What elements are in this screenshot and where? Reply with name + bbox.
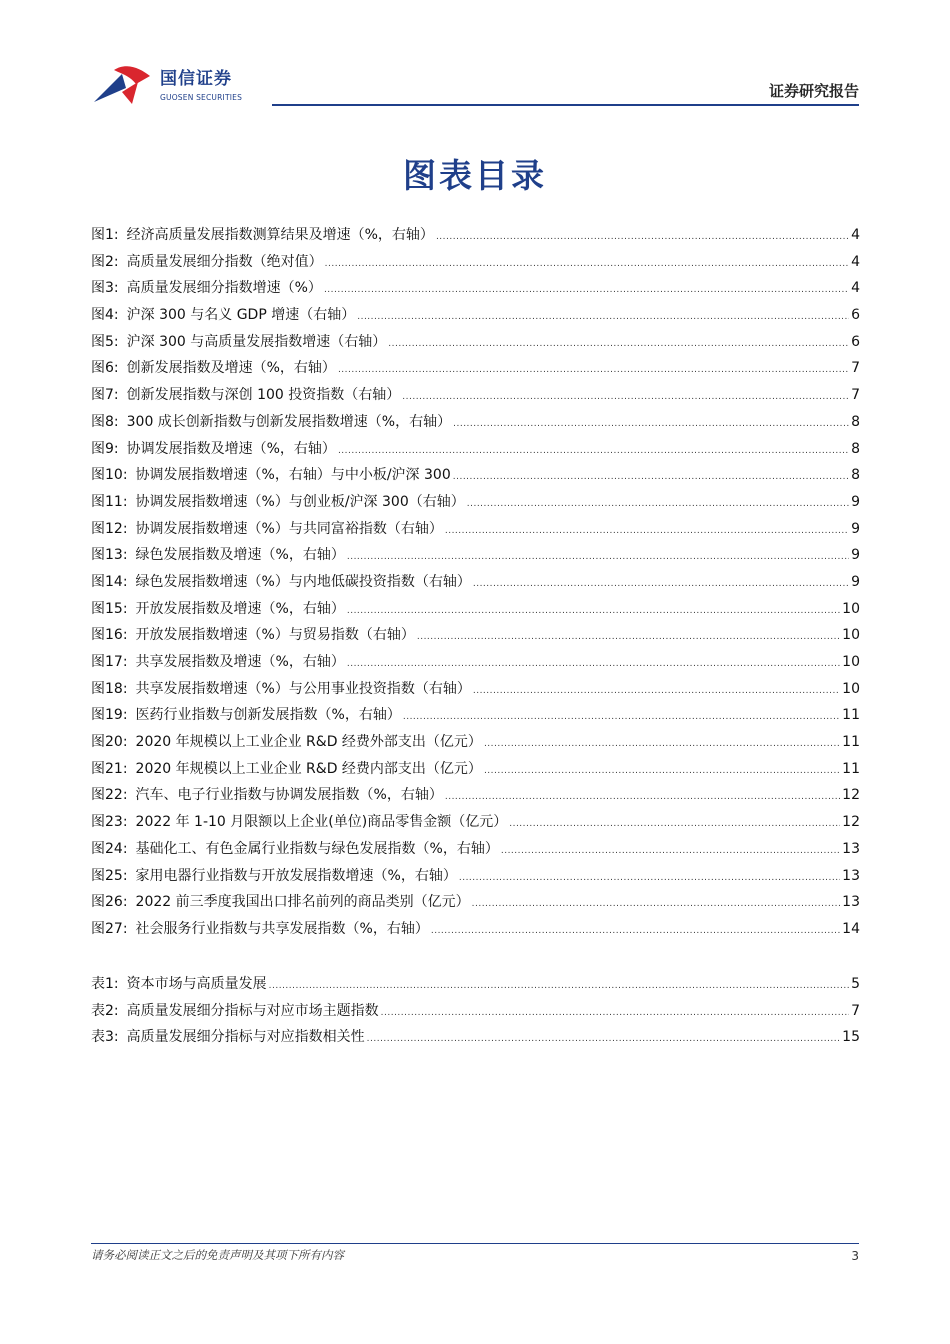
toc-dot-leader (347, 651, 840, 678)
footer-divider (91, 1243, 859, 1244)
footer-disclaimer: 请务必阅读正文之后的免责声明及其项下所有内容 (91, 1248, 344, 1262)
toc-entry-label: 图24: (91, 840, 128, 857)
page-header (0, 0, 950, 110)
toc-entry-title: 共享发展指数及增速（%，右轴） (135, 654, 345, 670)
toc-entry-title: 2020 年规模以上工业企业 R&D 经费内部支出（亿元） (135, 760, 482, 777)
toc-entry-page: 12 (842, 814, 860, 831)
toc-entry[interactable] (91, 836, 860, 863)
toc-entry-title: 2022 前三季度我国出口排名前列的商品类别（亿元） (135, 894, 470, 911)
toc-entry-label: 图27: (91, 920, 128, 937)
toc-entry[interactable] (91, 302, 860, 329)
toc-entry-page: 4 (851, 227, 860, 243)
toc-entry-page: 8 (851, 467, 860, 484)
toc-entry-title: 高质量发展细分指标与对应市场主题指数 (126, 1002, 379, 1019)
toc-entry-title: 高质量发展细分指数（绝对值） (126, 253, 323, 270)
toc-entry-label: 图25: (91, 867, 128, 884)
toc-entry-page: 9 (851, 573, 860, 590)
toc-dot-leader (338, 438, 849, 465)
toc-entry[interactable] (91, 569, 860, 596)
toc-dot-leader (269, 973, 849, 1000)
toc-entry-label: 图12: (91, 520, 128, 537)
toc-entry-title: 沪深 300 与名义 GDP 增速（右轴） (126, 307, 356, 324)
toc-dot-leader (431, 918, 840, 945)
toc-dot-leader (445, 784, 840, 811)
toc-entry[interactable] (91, 355, 860, 382)
toc-entry-title: 汽车、电子行业指数与协调发展指数（%，右轴） (135, 787, 443, 804)
report-type-label: 证券研究报告 (768, 82, 859, 100)
toc-entry-page: 10 (842, 654, 860, 670)
toc-entry-title: 资本市场与高质量发展 (126, 976, 267, 992)
toc-entry-title: 沪深 300 与高质量发展指数增速（右轴） (126, 333, 387, 350)
toc-entry-page: 10 (842, 600, 860, 617)
toc-entry-page: 5 (851, 976, 860, 992)
toc-entry[interactable] (91, 409, 860, 436)
toc-entry[interactable] (91, 382, 860, 409)
toc-entry[interactable] (91, 809, 860, 836)
toc-entry-title: 绿色发展指数增速（%）与内地低碳投资指数（右轴） (135, 573, 471, 590)
logo-english-name: GUOSEN SECURITIES (160, 93, 243, 102)
toc-dot-leader (403, 704, 840, 731)
toc-entry-title: 协调发展指数及增速（%，右轴） (126, 440, 336, 457)
toc-dot-leader (417, 624, 840, 651)
header-divider (272, 104, 859, 106)
toc-entry-label: 图1: (91, 227, 119, 243)
toc-entry-label: 图13: (91, 547, 128, 564)
toc-entry-label: 图17: (91, 654, 128, 670)
toc-dot-leader (484, 731, 840, 758)
toc-entry-title: 经济高质量发展指数测算结果及增速（%，右轴） (126, 227, 434, 243)
toc-entry[interactable] (91, 889, 860, 916)
toc-entry-page: 11 (842, 760, 860, 777)
toc-entry-page: 9 (851, 547, 860, 564)
toc-entry-page: 13 (842, 840, 860, 857)
toc-entry[interactable] (91, 702, 860, 729)
toc-entry[interactable] (91, 729, 860, 756)
toc-dot-leader (453, 464, 849, 491)
toc-entry-page: 10 (842, 680, 860, 697)
page-title: 图表目录 (403, 156, 547, 195)
toc-entry-title: 创新发展指数及增速（%，右轴） (126, 360, 336, 377)
toc-dot-leader (436, 224, 849, 251)
toc-entry-label: 图7: (91, 387, 119, 404)
toc-entry[interactable] (91, 1024, 860, 1051)
toc-entry-title: 协调发展指数增速（%，右轴）与中小板/沪深 300 (135, 467, 451, 484)
toc-entry-title: 开放发展指数及增速（%，右轴） (135, 600, 345, 617)
page-number: 3 (851, 1249, 859, 1263)
toc-dot-leader (347, 598, 840, 625)
toc-entry-page: 9 (851, 520, 860, 537)
toc-entry[interactable] (91, 489, 860, 516)
toc-dot-leader (467, 491, 849, 518)
toc-dot-leader (453, 411, 849, 438)
logo-chinese-name: 国信证券 (160, 69, 232, 89)
toc-dot-leader (347, 544, 849, 571)
toc-entry-page: 12 (842, 787, 860, 804)
toc-entry-title: 协调发展指数增速（%）与共同富裕指数（右轴） (135, 520, 443, 537)
toc-entry-label: 图11: (91, 493, 128, 510)
toc-entry-label: 图18: (91, 680, 128, 697)
toc-entry-title: 社会服务行业指数与共享发展指数（%，右轴） (135, 920, 429, 937)
toc-dot-leader (388, 331, 849, 358)
toc-dot-leader (324, 277, 849, 304)
toc-dot-leader (381, 1000, 849, 1027)
toc-entry-page: 7 (851, 387, 860, 404)
toc-entry[interactable] (91, 756, 860, 783)
toc-entry-title: 绿色发展指数及增速（%，右轴） (135, 547, 345, 564)
toc-entry-page: 4 (851, 253, 860, 270)
toc-entry[interactable] (91, 622, 860, 649)
toc-entry[interactable] (91, 275, 860, 302)
toc-dot-leader (484, 758, 840, 785)
toc-entry[interactable] (91, 436, 860, 463)
toc-entry-label: 图23: (91, 814, 128, 831)
toc-entry-label: 图8: (91, 413, 119, 430)
toc-entry-label: 图4: (91, 307, 119, 324)
toc-entry-page: 15 (842, 1029, 860, 1046)
toc-entry-label: 图2: (91, 253, 119, 270)
toc-dot-leader (445, 518, 849, 545)
toc-entry-title: 基础化工、有色金属行业指数与绿色发展指数（%，右轴） (135, 840, 499, 857)
toc-entry[interactable] (91, 329, 860, 356)
toc-entry[interactable] (91, 782, 860, 809)
toc-dot-leader (402, 384, 849, 411)
toc-entry-page: 8 (851, 413, 860, 430)
toc-entry-page: 6 (851, 307, 860, 324)
toc-entry[interactable] (91, 863, 860, 890)
toc-entry-page: 7 (851, 360, 860, 377)
toc-entry-title: 高质量发展细分指数增速（%） (126, 280, 322, 297)
toc-entry-label: 图6: (91, 360, 119, 377)
toc-dot-leader (473, 571, 849, 598)
toc-entry-label: 图16: (91, 627, 128, 644)
toc-entry-label: 表2: (91, 1002, 119, 1019)
toc-entry-title: 开放发展指数增速（%）与贸易指数（右轴） (135, 627, 415, 644)
toc-entry-label: 图9: (91, 440, 119, 457)
toc-dot-leader (459, 865, 840, 892)
toc-entry-label: 图20: (91, 734, 128, 751)
toc-dot-leader (473, 678, 840, 705)
toc-entry-label: 图21: (91, 760, 128, 777)
toc-entry-page: 10 (842, 627, 860, 644)
toc-entry-label: 表1: (91, 976, 119, 992)
toc-entry-title: 家用电器行业指数与开放发展指数增速（%，右轴） (135, 867, 457, 884)
toc-dot-leader (338, 357, 849, 384)
toc-entry-label: 图15: (91, 600, 128, 617)
guosen-logo (92, 64, 262, 110)
toc-entry[interactable] (91, 542, 860, 569)
toc-entry[interactable] (91, 516, 860, 543)
toc-entry-page: 7 (851, 1002, 860, 1019)
toc-entry-page: 11 (842, 734, 860, 751)
toc-entry-page: 13 (842, 894, 860, 911)
toc-entry-label: 图3: (91, 280, 119, 297)
toc-entry-label: 图22: (91, 787, 128, 804)
toc-dot-leader (501, 838, 840, 865)
toc-entry-page: 13 (842, 867, 860, 884)
toc-dot-leader (325, 251, 849, 278)
toc-entry[interactable] (91, 222, 860, 249)
toc-entry-page: 6 (851, 333, 860, 350)
toc-entry[interactable] (91, 596, 860, 623)
toc-entry-label: 图10: (91, 467, 128, 484)
toc-entry-title: 高质量发展细分指标与对应指数相关性 (126, 1029, 365, 1046)
toc-entry-title: 医药行业指数与创新发展指数（%，右轴） (135, 707, 401, 724)
toc-entry-title: 共享发展指数增速（%）与公用事业投资指数（右轴） (135, 680, 471, 697)
toc-entry-label: 图5: (91, 333, 119, 350)
toc-entry-page: 8 (851, 440, 860, 457)
toc-entry[interactable] (91, 971, 860, 998)
toc-entry[interactable] (91, 676, 860, 703)
toc-entry[interactable] (91, 249, 860, 276)
toc-entry-page: 14 (842, 920, 860, 937)
toc-entry-title: 创新发展指数与深创 100 投资指数（右轴） (126, 387, 401, 404)
toc-dot-leader (357, 304, 849, 331)
toc-entry[interactable] (91, 462, 860, 489)
toc-entry[interactable] (91, 916, 860, 943)
toc-entry-title: 300 成长创新指数与创新发展指数增速（%，右轴） (126, 413, 452, 430)
toc-entry-label: 图19: (91, 707, 128, 724)
toc-entry-title: 协调发展指数增速（%）与创业板/沪深 300（右轴） (135, 493, 465, 510)
toc-entry-label: 图14: (91, 573, 128, 590)
toc-entry-page: 9 (851, 493, 860, 510)
toc-entry-title: 2020 年规模以上工业企业 R&D 经费外部支出（亿元） (135, 734, 482, 751)
toc-dot-leader (509, 811, 840, 838)
toc-entry[interactable] (91, 998, 860, 1025)
toc-entry[interactable] (91, 649, 860, 676)
toc-entry-title: 2022 年 1-10 月限额以上企业(单位)商品零售金额（亿元） (135, 814, 508, 831)
figure-list (91, 222, 860, 943)
toc-dot-leader (472, 891, 841, 918)
guosen-logo-mark-icon (92, 64, 154, 108)
toc-entry-page: 4 (851, 280, 860, 297)
toc-entry-label: 表3: (91, 1029, 119, 1046)
toc-entry-label: 图26: (91, 894, 128, 911)
toc-dot-leader (367, 1026, 841, 1053)
toc-entry-page: 11 (842, 707, 860, 724)
table-list (91, 971, 860, 1051)
